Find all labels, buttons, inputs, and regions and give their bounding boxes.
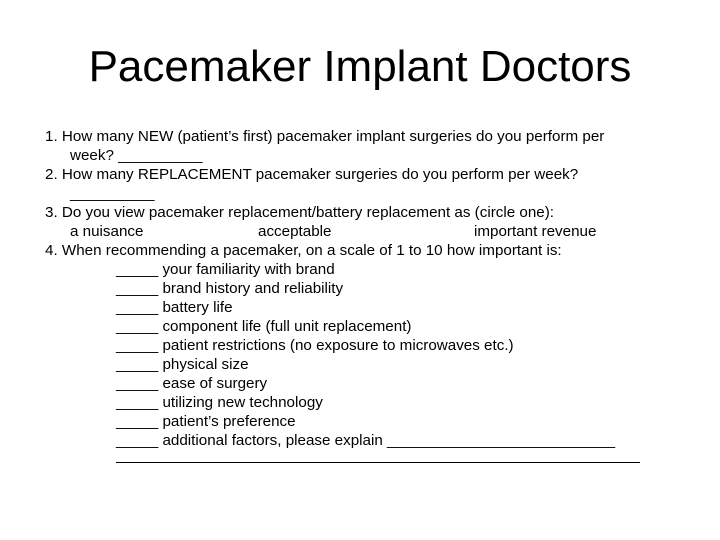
rating-item-battery-life: _____ battery life bbox=[116, 299, 233, 316]
answer-line bbox=[116, 462, 640, 463]
question-1-line-1: 1. How many NEW (patient’s first) pacemaker implant surgeries do you perform per bbox=[45, 128, 605, 145]
question-1-line-2: week? __________ bbox=[70, 147, 203, 164]
question-3-text: 3. Do you view pacemaker replacement/battery replacement as (circle one): bbox=[45, 204, 555, 221]
question-4-text: 4. When recommending a pacemaker, on a scale of 1 to 10 how important is: bbox=[45, 242, 562, 259]
rating-item-ease-of-surgery: _____ ease of surgery bbox=[116, 375, 268, 392]
question-3-option-nuisance: a nuisance bbox=[70, 223, 144, 240]
rating-item-component-life: _____ component life (full unit replacement) bbox=[116, 318, 412, 335]
rating-item-patient-preference: _____ patient’s preference bbox=[116, 413, 296, 430]
rating-item-new-technology: _____ utilizing new technology bbox=[116, 394, 323, 411]
rating-item-patient-restrictions: _____ patient restrictions (no exposure to microwaves etc.) bbox=[116, 337, 514, 354]
question-2-line-2: __________ bbox=[70, 185, 155, 202]
rating-item-additional-factors: _____ additional factors, please explain ___________________________ bbox=[116, 432, 616, 449]
slide-title: Pacemaker Implant Doctors bbox=[88, 42, 632, 91]
rating-item-brand-history: _____ brand history and reliability bbox=[116, 280, 344, 297]
rating-item-familiarity: _____ your familiarity with brand bbox=[116, 261, 335, 278]
question-3-option-revenue: important revenue bbox=[474, 223, 597, 240]
question-2-line-1: 2. How many REPLACEMENT pacemaker surgeries do you perform per week? bbox=[45, 166, 579, 183]
rating-item-physical-size: _____ physical size bbox=[116, 356, 249, 373]
question-3-option-acceptable: acceptable bbox=[258, 223, 332, 240]
